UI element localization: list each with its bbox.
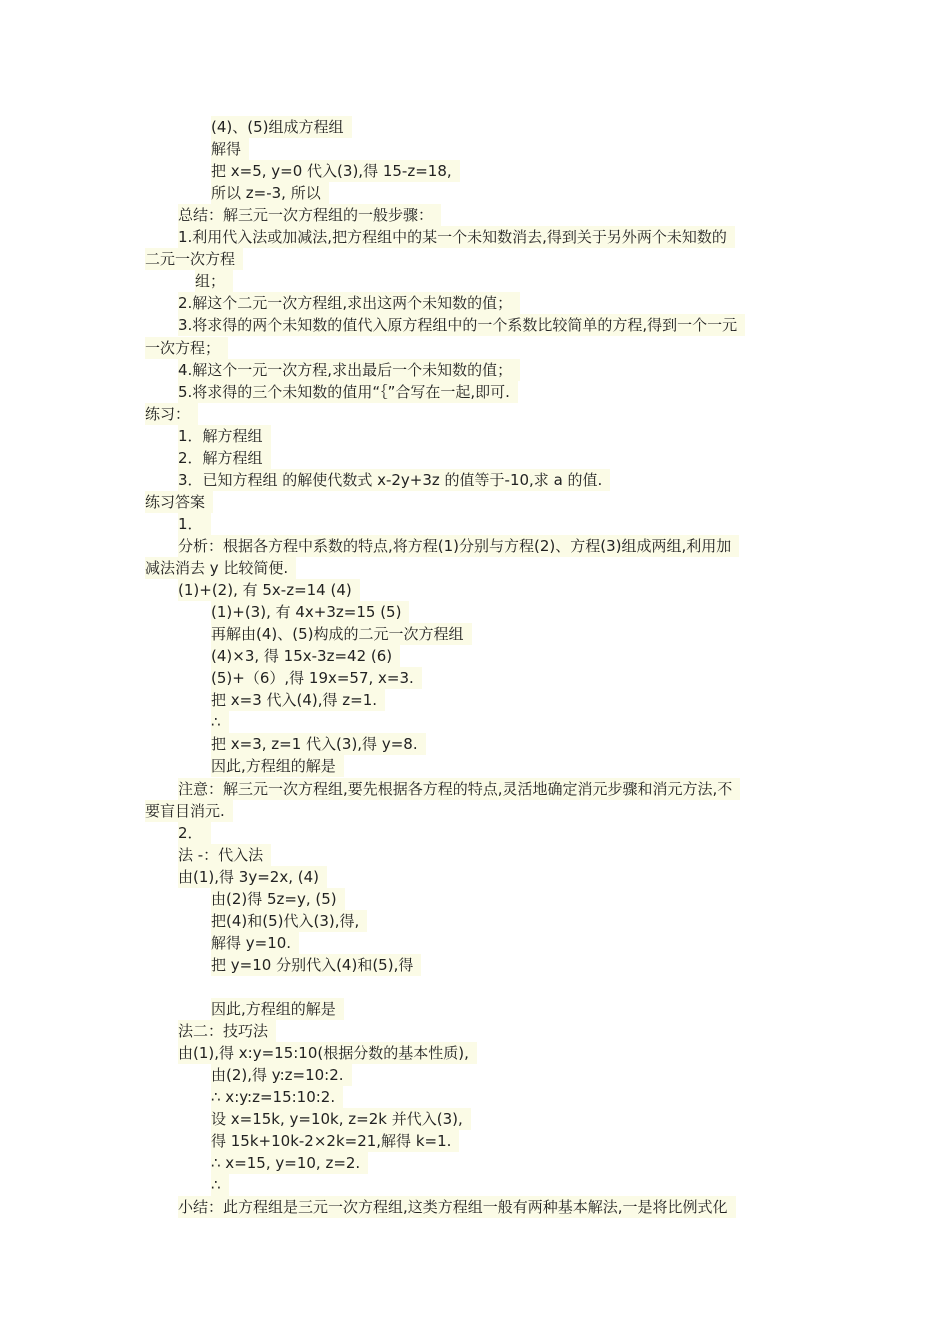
text-line [211,623,472,645]
text-line-content: 法二：技巧法 [178,1022,269,1040]
text-line-content: 由(2)得 5z=y, (5) [211,890,337,908]
text-line-content: ∴ [211,713,221,731]
text-line [211,711,229,733]
text-line [211,954,421,976]
text-line [178,469,610,491]
text-line [178,204,441,226]
text-line-content: 因此,方程组的解是 [211,757,336,775]
text-line [178,866,327,888]
text-line [178,1042,477,1064]
text-line [211,733,426,755]
text-line-content: 得 15k+10k-2×2k=21,解得 k=1. [211,1132,452,1150]
text-line [145,337,228,359]
text-line-content: 减法消去 y 比较简便. [145,559,289,577]
text-line-content: 组； [195,272,226,290]
text-line [211,182,329,204]
text-line [211,160,460,182]
text-line-content: 设 x=15k, y=10k, z=2k 并代入(3), [211,1110,463,1128]
text-line-content: 1．解方程组 [178,427,263,445]
text-line-content: 再解由(4)、(5)构成的二元一次方程组 [211,625,464,643]
text-line-content: 把 x=3, z=1 代入(3),得 y=8. [211,735,418,753]
text-line [211,1108,471,1130]
text-line-content: ∴ x=15, y=10, z=2. [211,1154,361,1172]
text-line-content: 5.将求得的三个未知数的值用“｛”合写在一起,即可. [178,383,510,401]
text-line-content: (4)、(5)组成方程组 [211,118,344,136]
text-line-content: 把 x=5, y=0 代入(3),得 15-z=18, [211,162,452,180]
text-line [178,226,735,248]
text-line-content: 二元一次方程 [145,250,236,268]
text-line-content: 一次方程； [145,339,221,357]
text-line-content: 由(1),得 x:y=15:10(根据分数的基本性质), [178,1044,469,1062]
text-line-content: ∴ x:y:z=15:10:2. [211,1088,336,1106]
text-line-content: 解得 [211,140,242,158]
text-line [145,557,296,579]
text-line-content: 注意：解三元一次方程组,要先根据各方程的特点,灵活地确定消元步骤和消元方法,不 [178,780,733,798]
text-line-content: (5)+（6）,得 19x=57, x=3. [211,669,414,687]
text-line-content: 2． [178,824,203,842]
text-line [178,1020,276,1042]
text-line [178,314,745,336]
text-line [178,1196,736,1218]
text-line [145,403,198,425]
text-line-content: ∴ [211,1176,221,1194]
text-line-content: 要盲目消元. [145,802,225,820]
text-line-content: 2．解方程组 [178,449,263,467]
text-line [195,270,233,292]
text-line-content: 2.解这个二元一次方程组,求出这两个未知数的值； [178,294,513,312]
text-line-content: 由(1),得 3y=2x, (4) [178,868,319,886]
text-line [211,976,219,998]
text-line [211,689,385,711]
text-line [211,667,422,689]
text-line [211,1086,343,1108]
text-line [211,755,344,777]
text-line [211,138,249,160]
text-line-content: 所以 z=-3, 所以 [211,184,321,202]
text-line-content: 把 x=3 代入(4),得 z=1. [211,691,378,709]
text-line [211,1152,368,1174]
text-line [178,535,739,557]
text-line [178,381,518,403]
text-line-content: (1)+(2), 有 5x-z=14 (4) [178,581,352,599]
text-line-content: 把 y=10 分别代入(4)和(5),得 [211,956,414,974]
text-line-content: 3.将求得的两个未知数的值代入原方程组中的一个系数比较简单的方程,得到一个一元 [178,316,738,334]
text-line [178,844,271,866]
text-line-content [211,978,219,996]
text-line-content: 3．已知方程组 的解使代数式 x-2y+3z 的值等于-10,求 a 的值. [178,471,603,489]
text-line [145,248,243,270]
text-line-content: 练习答案 [145,493,206,511]
text-line [211,645,400,667]
text-line [211,888,345,910]
text-line [178,447,271,469]
text-line-content: 分析：根据各方程中系数的特点,将方程(1)分别与方程(2)、方程(3)组成两组,利用加 [178,537,732,555]
text-line [178,292,520,314]
text-line [211,116,352,138]
text-line [178,778,740,800]
text-line-content: (1)+(3), 有 4x+3z=15 (5) [211,603,402,621]
text-line [211,1130,459,1152]
text-line-content: 由(2),得 y:z=10:2. [211,1066,344,1084]
text-line [178,359,520,381]
text-line [178,513,211,535]
text-line [211,601,409,623]
text-line [211,910,367,932]
text-line-content: 解得 y=10. [211,934,292,952]
text-line [211,932,299,954]
text-line [178,425,271,447]
text-line [211,998,344,1020]
text-line [145,491,213,513]
text-line [211,1174,229,1196]
text-line-content: 1.利用代入法或加减法,把方程组中的某一个未知数消去,得到关于另外两个未知数的 [178,228,727,246]
text-line-content: 把(4)和(5)代入(3),得, [211,912,360,930]
text-line-content: 练习： [145,405,191,423]
text-line [178,579,360,601]
text-line-content: 法 -：代入法 [178,846,264,864]
text-line-content: 总结：解三元一次方程组的一般步骤： [178,206,434,224]
text-line-content: 4.解这个一元一次方程,求出最后一个未知数的值； [178,361,513,379]
text-line [145,800,233,822]
text-line [211,1064,352,1086]
text-line-content: (4)×3, 得 15x-3z=42 (6) [211,647,393,665]
text-line-content: 小结：此方程组是三元一次方程组,这类方程组一般有两种基本解法,一是将比例式化 [178,1198,728,1216]
text-line-content: 1． [178,515,203,533]
text-line [178,822,211,844]
text-line-content: 因此,方程组的解是 [211,1000,336,1018]
